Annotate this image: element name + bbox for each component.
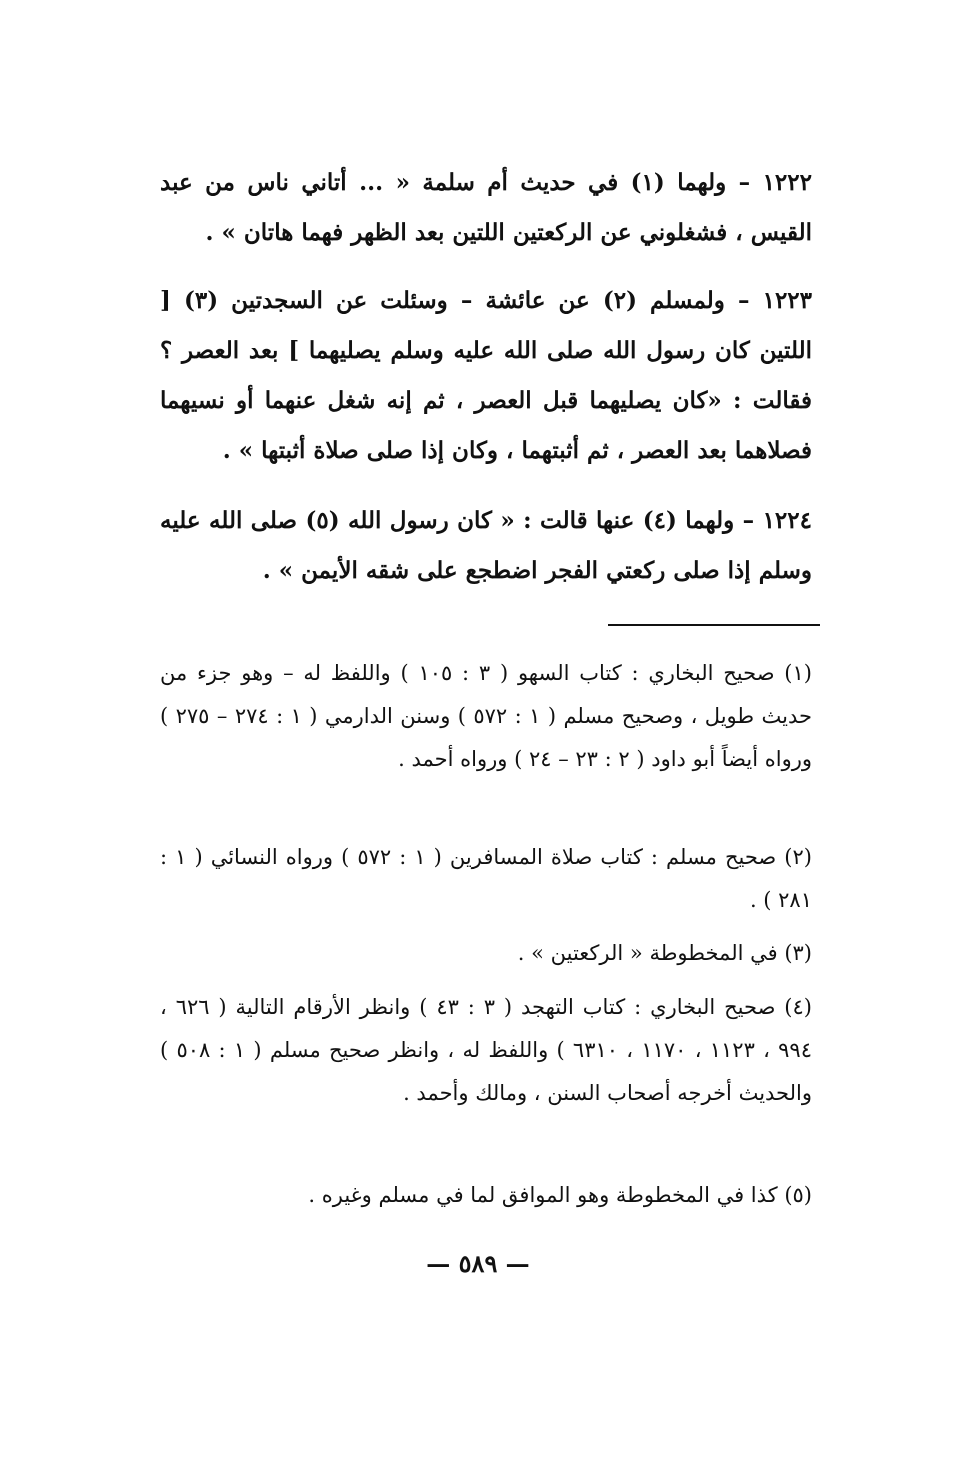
footnote-divider [608,624,820,626]
footnote-3: (٣) في المخطوطة « الركعتين » . [517,941,812,965]
footnote-5: (٥) كذا في المخطوطة وهو الموافق لما في مسلم وغيره . [308,1183,812,1207]
hadith-1223: ١٢٢٣ – ولمسلم (٢) عن عائشة – وسئلت عن السجدتين (٣) [ اللتين كان رسول الله صلى الله عليه وسلم يصليهما ] بعد العصر ؟ فقالت : «كان يصليهما قبل العصر ، ثم إنه شغل عنهما أو نسيهما فصلاهما بعد العصر ، ثم أثبتهما ، وكان إذا صلى صلاة أثبتها » . [160,287,813,464]
page-number: — ٥٨٩ — [426,1249,530,1278]
footnote-1: (١) صحيح البخاري : كتاب السهو ( ٣ : ١٠٥ ) واللفظ له – وهو جزء من حديث طويل ، وصحيح مسلم ( ١ : ٥٧٢ ) وسنن الدارمي ( ١ : ٢٧٤ – ٢٧٥ ) ورواه أيضاً أبو داود ( ٢ : ٢٣ – ٢٤ ) ورواه أحمد . [160,661,813,771]
hadith-1224: ١٢٢٤ – ولهما (٤) عنها قالت : « كان رسول الله (٥) صلى الله عليه وسلم إذا صلى ركعتي الفجر اضطجع على شقه الأيمن » . [160,507,812,584]
footnote-2: (٢) صحيح مسلم : كتاب صلاة المسافرين ( ١ : ٥٧٢ ) ورواه النسائي ( ١ : ٢٨١ ) . [160,845,812,912]
hadith-1222: ١٢٢٢ – ولهما (١) في حديث أم سلمة « ... أتاني ناس من عبد القيس ، فشغلوني عن الركعتين اللتين بعد الظهر فهما هاتان » . [160,169,812,246]
footnote-4: (٤) صحيح البخاري : كتاب التهجد ( ٣ : ٤٣ ) وانظر الأرقام التالية ( ٦٢٦ ، ٩٩٤ ، ١١٢٣ ، ١١٧٠ ، ٦٣١٠ ) واللفظ له ، وانظر صحيح مسلم ( ١ : ٥٠٨ ) والحديث أخرجه أصحاب السنن ، ومالك وأحمد . [160,995,812,1105]
